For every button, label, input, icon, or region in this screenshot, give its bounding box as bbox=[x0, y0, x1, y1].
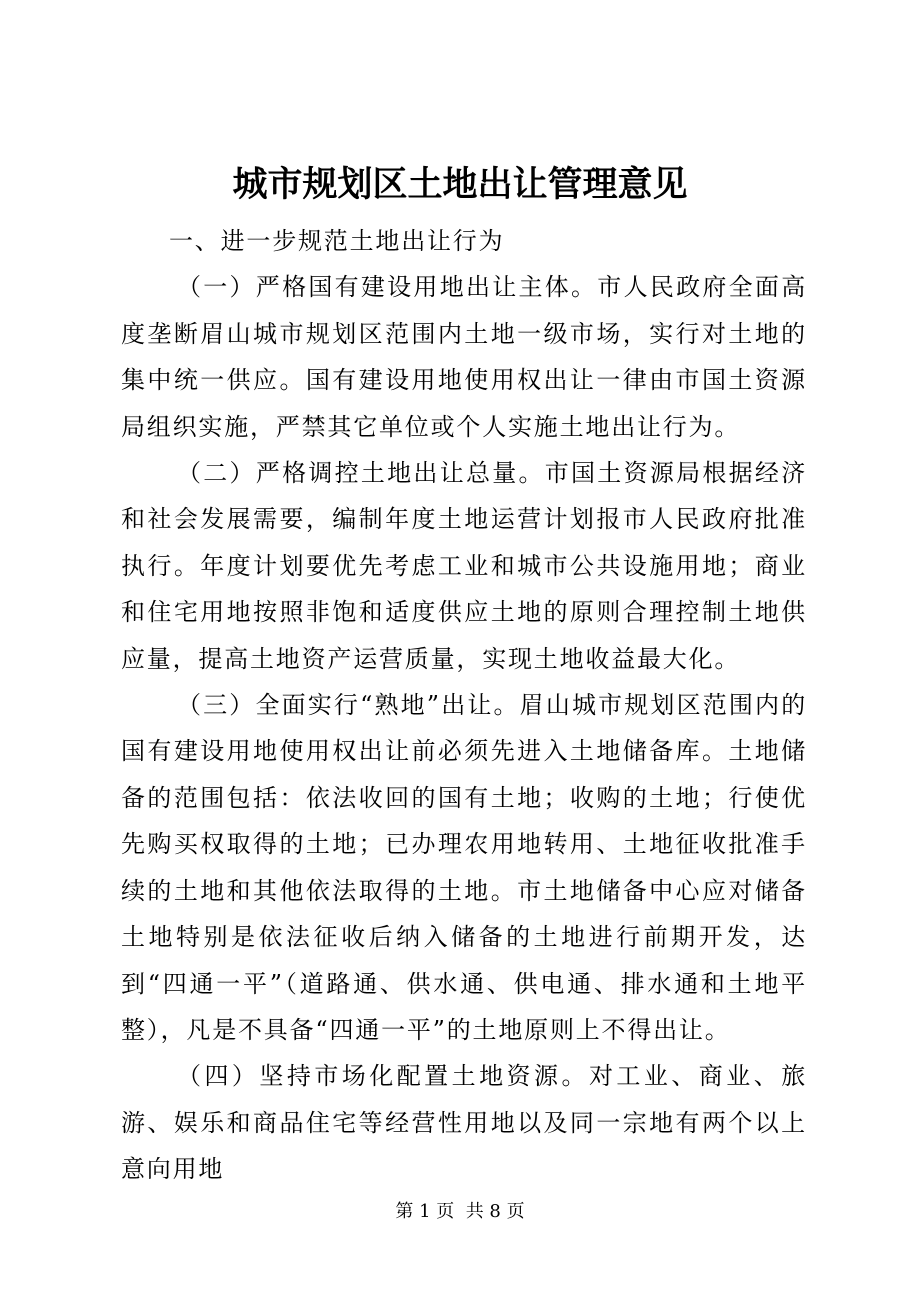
document-body bbox=[121, 218, 807, 1193]
paragraph-1: （一）严格国有建设用地出让主体。市人民政府全面高度垄断眉山城市规划区范围内土地一级市场，实行对土地的集中统一供应。国有建设用地使用权出让一律由市国土资源局组织实施，严禁其它单位或个人实施土地出让行为。 bbox=[121, 273, 807, 441]
paragraph-3: （三）全面实行“熟地”出让。眉山城市规划区范围内的国有建设用地使用权出让前必须先进入土地储备库。土地储备的范围包括：依法收回的国有土地；收购的土地；行使优先购买权取得的土地；已办理农用地转用、土地征收批准手续的土地和其他依法取得的土地。市土地储备中心应对储备土地特别是依法征收后纳入储备的土地进行前期开发，达到“四通一平”（道路通、供水通、供电通、排水通和土地平整），凡是不具备“四通一平”的土地原则上不得出让。 bbox=[121, 691, 807, 1044]
page-number: 第 1 页 共 8 页 bbox=[395, 1201, 525, 1222]
paragraph-4: （四）坚持市场化配置土地资源。对工业、商业、旅游、娱乐和商品住宅等经营性用地以及同一宗地有两个以上意向用地 bbox=[121, 1062, 807, 1184]
section-heading: 一、进一步规范土地出让行为 bbox=[169, 227, 505, 255]
document-title: 城市规划区土地出让管理意见 bbox=[232, 164, 688, 205]
paragraph-2: （二）严格调控土地出让总量。市国土资源局根据经济和社会发展需要，编制年度土地运营计划报市人民政府批准执行。年度计划要优先考虑工业和城市公共设施用地；商业和住宅用地按照非饱和适度供应土地的原则合理控制土地供应量，提高土地资产运营质量，实现土地收益最大化。 bbox=[121, 459, 807, 673]
page-footer bbox=[0, 1200, 920, 1224]
